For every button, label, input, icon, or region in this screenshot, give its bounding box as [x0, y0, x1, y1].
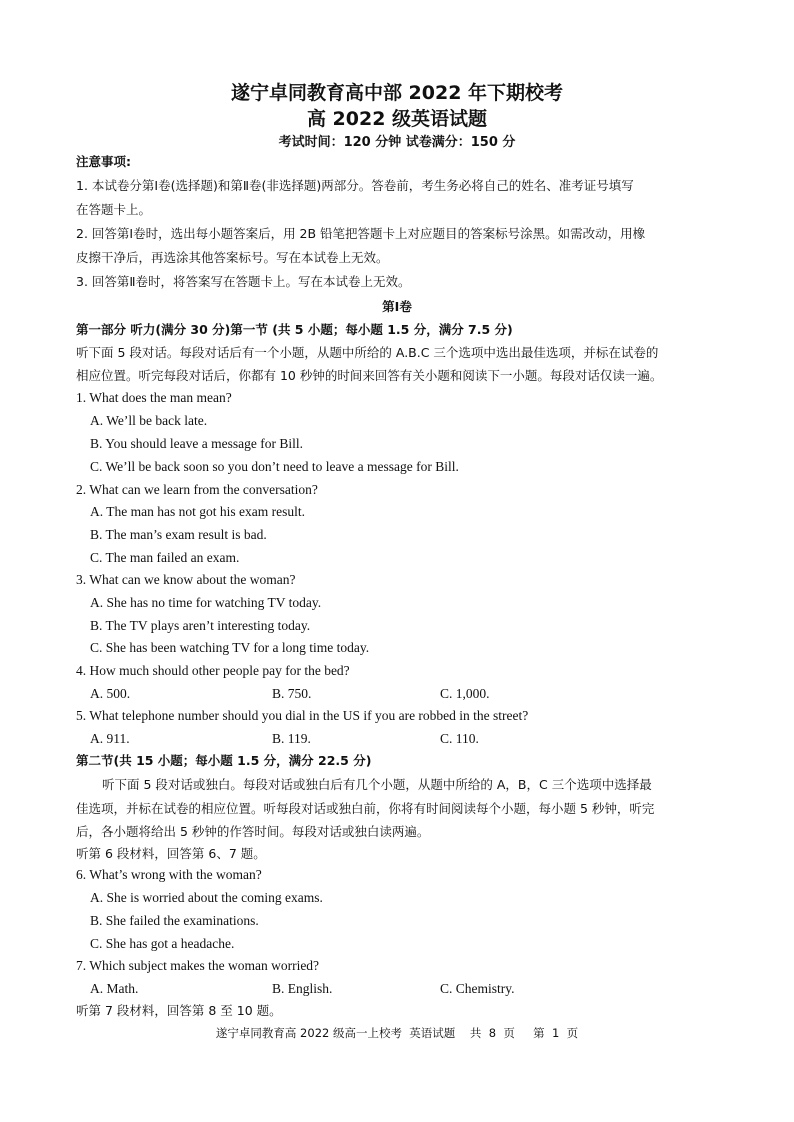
question-2-stem: 2. What can we learn from the conversation? — [76, 482, 318, 497]
notice-item-2: 2. 回答第Ⅰ卷时，选出每小题答案后，用 2B 铅笔把答题卡上对应题目的答案标号涂黑。如需改动，用橡 — [76, 226, 646, 241]
question-5-option-a: A. 911. — [90, 731, 130, 746]
question-3-option-c: C. She has been watching TV for a long time today. — [90, 640, 370, 655]
question-5-stem: 5. What telephone number should you dial in the US if you are robbed in the street? — [76, 708, 529, 723]
material-7-note: 听第 7 段材料，回答第 8 至 10 题。 — [76, 1003, 282, 1018]
question-1-option-c: C. We’ll be back soon so you don’t need to leave a message for Bill. — [90, 459, 459, 474]
page-footer: 遂宁卓同教育高 2022 级高一上校考 英语试题 共 8 页 第 1 页 — [215, 1026, 579, 1040]
question-7-stem: 7. Which subject makes the woman worried? — [76, 958, 320, 973]
question-6-stem: 6. What’s wrong with the woman? — [76, 867, 262, 882]
question-4-option-a: A. 500. — [90, 686, 131, 701]
volume-heading: 第Ⅰ卷 — [382, 299, 412, 314]
question-5-option-b: B. 119. — [272, 731, 311, 746]
question-5-option-c: C. 110. — [440, 731, 479, 746]
question-6-option-a: A. She is worried about the coming exams. — [90, 890, 323, 905]
notice-item-1: 1. 本试卷分第Ⅰ卷(选择题)和第Ⅱ卷(非选择题)两部分。答卷前，考生务必将自己的姓名、准考证号填写 — [76, 178, 634, 193]
question-2-option-b: B. The man’s exam result is bad. — [90, 527, 267, 542]
question-4-stem: 4. How much should other people pay for the bed? — [76, 663, 350, 678]
part1-instructions: 听下面 5 段对话。每段对话后有一个小题，从题中所给的 A.B.C 三个选项中选出最佳选项，并标在试卷的 — [76, 345, 659, 360]
section2-instructions-cont2: 后，各小题将给出 5 秒钟的作答时间。每段对话或独白读两遍。 — [76, 824, 430, 839]
question-1-stem: 1. What does the man mean? — [76, 390, 232, 405]
question-2-option-c: C. The man failed an exam. — [90, 550, 240, 565]
section2-instructions-cont: 佳选项，并标在试卷的相应位置。听每段对话或独白前，你将有时间阅读每个小题，每小题 5 秒钟，听完 — [76, 801, 655, 816]
question-3-option-b: B. The TV plays aren’t interesting today. — [90, 618, 311, 633]
part1-instructions-cont: 相应位置。听完每段对话后，你都有 10 秒钟的时间来回答有关小题和阅读下一小题。每段对话仅读一遍。 — [76, 368, 663, 383]
question-6-option-c: C. She has got a headache. — [90, 936, 235, 951]
question-6-option-b: B. She failed the examinations. — [90, 913, 259, 928]
notice-item-1-cont: 在答题卡上。 — [76, 202, 152, 217]
question-7-option-b: B. English. — [272, 981, 333, 996]
notice-item-3: 3. 回答第Ⅱ卷时，将答案写在答题卡上。写在本试卷上无效。 — [76, 274, 411, 289]
question-7-option-a: A. Math. — [90, 981, 139, 996]
question-3-option-a: A. She has no time for watching TV today. — [90, 595, 322, 610]
notice-item-2-cont: 皮擦干净后，再选涂其他答案标号。写在本试卷上无效。 — [76, 250, 389, 265]
question-4-option-c: C. 1,000. — [440, 686, 490, 701]
part1-heading: 第一部分 听力(满分 30 分)第一节 (共 5 小题；每小题 1.5 分，满分 7.5 分) — [76, 322, 513, 337]
notice-heading: 注意事项: — [76, 154, 131, 169]
question-1-option-b: B. You should leave a message for Bill. — [90, 436, 303, 451]
material-6-note: 听第 6 段材料，回答第 6、7 题。 — [76, 846, 266, 861]
question-3-stem: 3. What can we know about the woman? — [76, 572, 296, 587]
question-4-option-b: B. 750. — [272, 686, 312, 701]
question-7-option-c: C. Chemistry. — [440, 981, 515, 996]
section2-heading: 第二节(共 15 小题；每小题 1.5 分，满分 22.5 分) — [76, 753, 372, 768]
section2-instructions: 听下面 5 段对话或独白。每段对话或独白后有几个小题，从题中所给的 A，B，C 三个选项中选择最 — [102, 777, 652, 792]
exam-subtitle: 高 2022 级英语试题 — [306, 108, 488, 130]
question-1-option-a: A. We’ll be back late. — [90, 413, 208, 428]
exam-title: 遂宁卓同教育高中部 2022 年下期校考 — [230, 82, 564, 104]
question-2-option-a: A. The man has not got his exam result. — [90, 504, 305, 519]
exam-info: 考试时间：120 分钟 试卷满分：150 分 — [278, 135, 516, 150]
